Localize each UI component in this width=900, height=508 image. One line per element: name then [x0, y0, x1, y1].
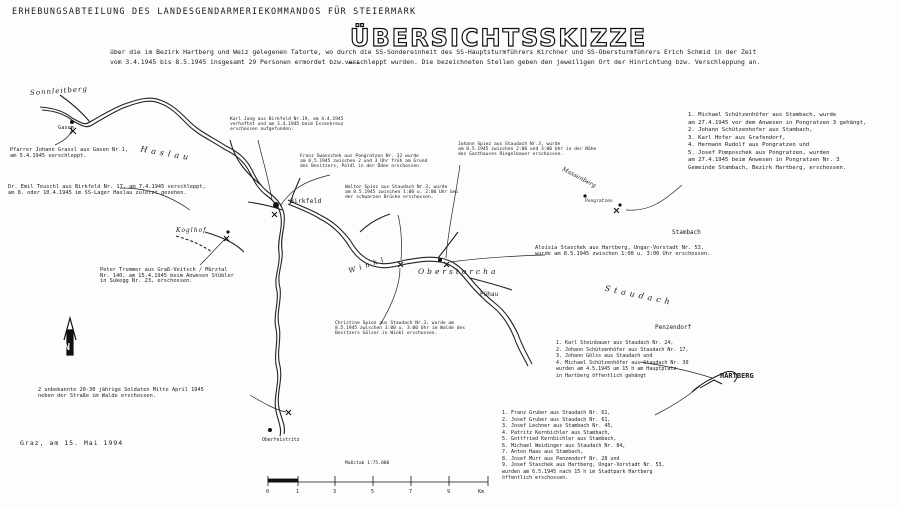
place-oberfeistritz: Oberfeistritz — [262, 438, 300, 443]
scale-bar — [268, 476, 488, 486]
scale-tick-7: 7 — [409, 489, 413, 495]
place-staudach: Staudach — [603, 283, 675, 308]
north-label: N — [64, 342, 71, 353]
label-trummer: Peter Trummer aus Graß-Veitsch / Mürztal Nr. 140, am 15.4.1945 beim Anwesen Stübler in Sukegg Nr. 23, erschossen. — [100, 267, 234, 285]
list-top: 1. Michael Schützenhöfer aus Stambach, wurde am 27.4.1945 vor dem Anwesen in Pongratzen 3 gehängt, 2. Johann Schützenhofer aus Stambach, 3. Karl Hofer aus Grafendorf, 4. Hermann Rudolf aus Pongratzen und 5. Josef Pomposchek aus Pongratzen, wurden am 27.4.1945 beim Anwesen in Pongratzen Nr. 3 Gemeinde Stambach, Bezirk Hartberg, erschossen. — [688, 112, 867, 171]
label-walter-spiez: Walter Spiez aus Staudach Nr.3, wurde am 8.5.1945 zwischen 1:00 u. 2:00 Uhr bei der schwarzen Brücke erschossen. — [345, 185, 459, 200]
place-oberstorcha: Oberstorcha — [418, 267, 499, 276]
scale-tick-1: 1 — [296, 489, 300, 495]
place-puhau: Pühau — [480, 291, 499, 298]
place-pongratzen: Pongratzen — [585, 199, 613, 204]
label-soldaten: 2 unbekannte 20-30 jährige Soldaten Mitte April 1945 neben der Straße im Walde erschossen. — [38, 387, 204, 399]
intro-line-1: über die im Bezirk Hartberg und Weiz gelegenen Tatorte, wo durch die SS-Sondereinheit des SS-Hauptsturmführers Kirchner und SS-Obersturmführers Erich Schmid in der Zeit — [110, 48, 757, 56]
label-jung: Karl Jung aus Birkfeld Nr.19, am 4.4.1945 verhaftet und am 3.4.1945 beim Essenkreuz erschossen aufgefunden. — [230, 117, 344, 132]
place-winkl: Winkl — [347, 255, 389, 276]
label-staschek: Aloisia Staschek aus Hartberg, Ungar-Vorstadt Nr. 53, wurde am 8.5.1945 zwischen 1:00 u. 3:00 Uhr erschossen. — [535, 245, 711, 257]
label-teuschl: Dr. Emil Teuschl aus Birkfeld Nr. 17, am 7.4.1945 verschleppt, am 8. oder 10.4.1945 im SS-Lager Haslau zuletzt gesehen. — [8, 184, 206, 196]
label-swanschek: Franz Swanschek aus Pongratzen Nr. 32 wurde am 8.5.1945 zwischen 2 und 3 Uhr früh am Grund des Besitzers, Poldl in der Öden erschossen. — [300, 154, 428, 169]
feistritz-east-branch — [288, 197, 532, 364]
page-title: ÜBERSICHTSSKIZZE — [350, 24, 648, 52]
place-koglhof: Koglhof — [176, 227, 207, 234]
scale-tick-km: Km — [478, 489, 485, 495]
place-stambach: Stambach — [672, 229, 701, 236]
scale-label: Maßstab 1:75.000 — [345, 461, 390, 466]
label-christine-spiez: Christine Spiez aus Staudach Nr.3, wurde am 8.5.1945 zwischen 3:00 u. 3:00 Uhr im Walde des Besitzers Gölser in Winkl erschossen. — [335, 321, 465, 336]
place-gasen: Gasen — [58, 125, 74, 131]
scale-tick-0: 0 — [266, 489, 270, 495]
scale-tick-3: 3 — [333, 489, 337, 495]
list-penzendorf: 1. Karl Steinbauer aus Staudach Nr. 24, 2. Johann Schützenhöfer aus Staudach Nr. 17, 3. Johann Gölss aus Staudach und 4. Michael Schützenhöfer aus Staudach Nr. 30 wurden am 4.5.1945 um 15 h am Hauptplatz in Hartberg öffentlich gehängt — [556, 340, 689, 379]
scale-tick-5: 5 — [371, 489, 375, 495]
place-massenberg: Massenberg — [560, 165, 598, 190]
place-sonnleitberg: Sonnleitberg — [29, 84, 89, 98]
intro-line-2: vom 3.4.1945 bis 8.5.1945 insgesamt 29 Personen ermordet bzw.verschleppt wurden. Die bezeichneten Stellen geben den jeweiligen Ort der Hinrichtung bzw. Verschleppung an. — [110, 58, 761, 66]
label-johann-spiez: Johann Spiez aus Staudach Nr.3, wurde am 8.5.1945 zwischen 2:00 und 3:00 Uhr in der Nähe des Gasthauses Riegelbauer erschossen. — [458, 142, 597, 157]
place-hartberg: HARTBERG — [720, 372, 754, 380]
scale-tick-9: 9 — [447, 489, 451, 495]
label-grassl: Pfarrer Johann Grassl aus Gasen Nr.1, am 5.4.1945 verschleppt. — [10, 147, 128, 159]
place-penzendorf: Penzendorf — [655, 324, 692, 331]
department-header: ERHEBUNGSABTEILUNG DES LANDESGENDARMERIEKOMMANDOS FÜR STEIERMARK — [12, 7, 417, 17]
list-bottom: 1. Franz Gruber aus Staudach Nr. 61, 2. Josef Gruber aus Staudach Nr. 61, 3. Josef Lechner aus Stambach Nr. 45, 4. Patritz Kernbichler aus Stambach, 5. Gottfried Kernbichler aus Stambach, 6. Michael Weidinger aus Staudach Nr. 84, 7. Anton Haas aus Stambach, 8. Josef Murr aus Penzendorf Nr. 28 und 9. Josef Staschek aus Hartberg, Ungar-Vorstadt Nr. 53, wurden am 6.5.1945 nach 15 h im Stadtpark Hartberg öffentlich erschossen. — [502, 410, 665, 481]
place-birkfeld: Birkfeld — [290, 197, 322, 205]
place-haslau: Haslau — [139, 144, 193, 163]
document-date: Graz, am 15. Mai 1994 — [20, 439, 124, 447]
